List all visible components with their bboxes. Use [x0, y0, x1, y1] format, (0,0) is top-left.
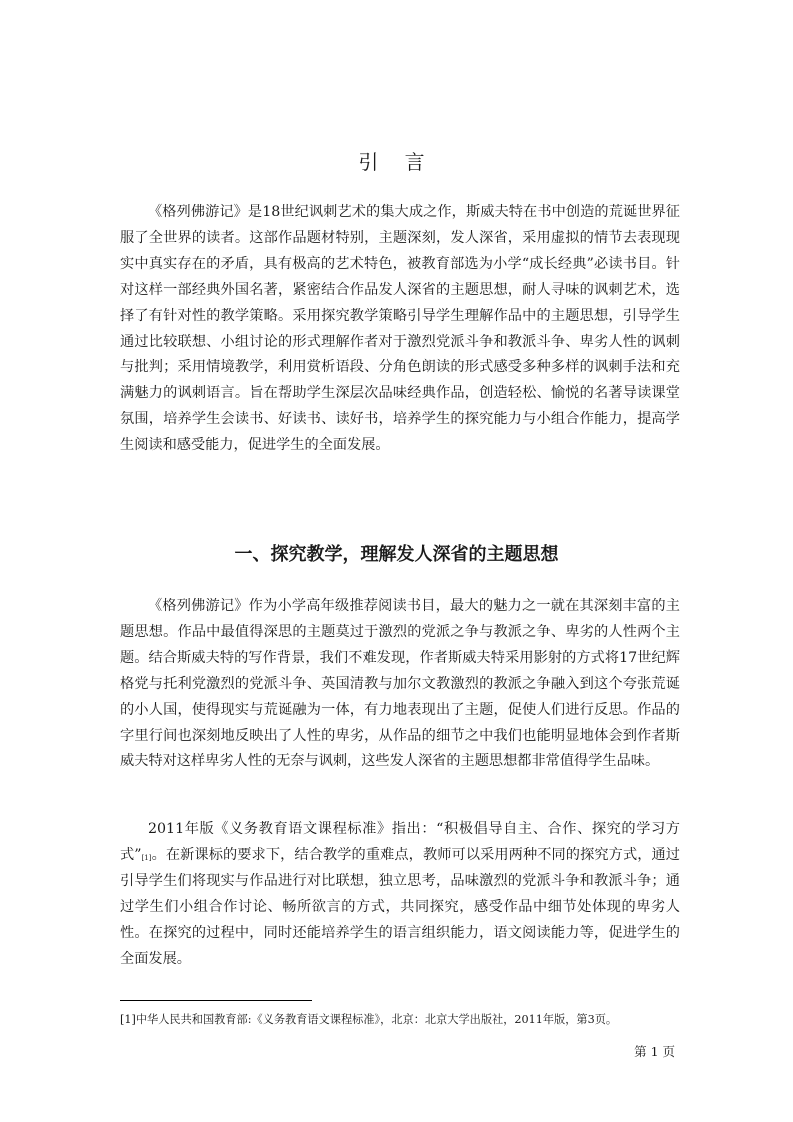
page-number: 第 1 页	[634, 1044, 675, 1059]
body-paragraph-1: 《格列佛游记》作为小学高年级推荐阅读书目，最大的魅力之一就在其深刻丰富的主题思想。作品中最值得深思的主题莫过于激烈的党派之争与教派之争、卑劣的人性两个主题。结合斯威夫特的写作背景，我们不难发现，作者斯威夫特采用影射的方式将17世纪辉格党与托利党激烈的党派斗争、英国清教与加尔文教激烈的教派之争融入到这个夸张荒诞的小人国，使得现实与荒诞融为一体，有力地表现出了主题，促使人们进行反思。作品的字里行间也深刻地反映出了人性的卑劣，从作品的细节之中我们也能明显地体会到作者斯威夫特对这样卑劣人性的无奈与讽刺，这些发人深省的主题思想都非常值得学生品味。	[120, 598, 680, 770]
page-title: 引 言	[358, 150, 435, 174]
footnote-reference[interactable]: [1]	[141, 853, 152, 862]
footnote: [1]中华人民共和国教育部:《义务教育语文课程标准》，北京：北京大学出版社，2011年版，第3页。	[120, 1013, 618, 1026]
paragraph-rest-text: 。在新课标的要求下，结合教学的重难点，教师可以采用两种不同的探究方式，通过引导学生们将现实与作品进行对比联想，独立思考，品味激烈的党派斗争和教派斗争；通过学生们小组合作讨论、畅所欲言的方式，共同探究，感受作品中细节处体现的卑劣人性。在探究的过程中，同时还能培养学生的语言组织能力，语文阅读能力等，促进学生的全面发展。	[120, 846, 680, 967]
intro-paragraph: 《格列佛游记》是18世纪讽刺艺术的集大成之作，斯威夫特在书中创造的荒诞世界征服了全世界的读者。这部作品题材特别，主题深刻，发人深省，采用虚拟的情节去表现现实中真实存在的矛盾，具有极高的艺术特色，被教育部选为小学“成长经典”必读书目。针对这样一部经典外国名著，紧密结合作品发人深省的主题思想，耐人寻味的讽刺艺术，选择了有针对性的教学策略。采用探究教学策略引导学生理解作品中的主题思想，引导学生通过比较联想、小组讨论的形式理解作者对于激烈党派斗争和教派斗争、卑劣人性的讽刺与批判；采用情境教学，利用赏析语段、分角色朗读的形式感受多种多样的讽刺手法和充满魅力的讽刺语言。旨在帮助学生深层次品味经典作品，创造轻松、愉悦的名著导读课堂氛围，培养学生会读书、好读书、读好书，培养学生的探究能力与小组合作能力，提高学生阅读和感受能力，促进学生的全面发展。	[120, 204, 680, 454]
paragraph-lead-text: 2011年版《义务教育语文课程标准》指出：“积极倡导自主、合作、探究的学习方式”	[120, 821, 680, 863]
footnote-divider	[120, 1000, 312, 1001]
section-heading: 一、探究教学，理解发人深省的主题思想	[234, 544, 559, 565]
body-paragraph-2	[120, 817, 680, 972]
